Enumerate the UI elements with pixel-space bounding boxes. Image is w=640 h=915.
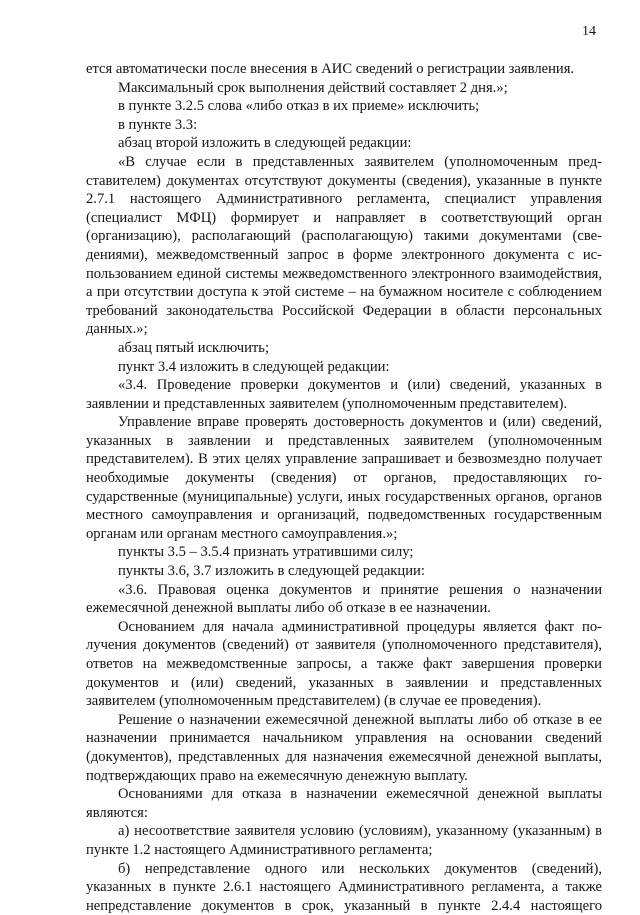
paragraph: абзац пятый исключить; — [118, 339, 270, 356]
paragraph: а) несоответствие заявителя условию (условиям), указанному (указанным) в пункте 1.2 настоящего Административного регламента; — [86, 823, 602, 858]
page-number: 14 — [582, 24, 596, 39]
paragraph: «В случае если в представленных заявителем (уполномоченным представителем) документах отсутствуют документы (сведения), указанные в пункте 2.7.1 настоящего Административного регламента, специалист управления (специалист МФЦ) формирует и направляет в соответствующий орган (организацию), располагающий (располагающую) такими документами (сведениями), межведомственный запрос в форме электронного документа с использованием единой системы межведомственного электронного взаимодействия, а при отсутствии доступа к этой системе – на бумажном носителе с соблюдением требований законодательства Российской Федерации в области персональных данных.»; — [86, 153, 602, 338]
paragraph: «3.6. Правовая оценка документов и принятие решения о назначении ежемесячной денежной выплаты либо об отказе в ее назначении. — [86, 581, 602, 617]
paragraph: в пункте 3.2.5 слова «либо отказ в их приеме» исключить; — [118, 98, 480, 115]
paragraph: пункт 3.4 изложить в следующей редакции: — [118, 358, 390, 375]
paragraph: пункты 3.6, 3.7 изложить в следующей редакции: — [118, 563, 425, 580]
paragraph: Основанием для начала административной процедуры является факт получения документов (сведений) от заявителя (уполномоченного представителя), ответов на межведомственные запросы, а также факт завершения проверки документов и (или) сведений, указанных в заявлении и представленных заявителем (уполномоченным представителем) (в случае ее проведения). — [86, 618, 602, 710]
paragraph: Максимальный срок выполнения действий составляет 2 дня.»; — [118, 79, 508, 96]
paragraph: ется автоматически после внесения в АИС сведений о регистрации заявления. — [86, 61, 575, 77]
paragraph: в пункте 3.3: — [118, 116, 198, 133]
paragraph: абзац второй изложить в следующей редакции: — [118, 135, 412, 152]
paragraph: б) непредставление одного или нескольких документов (сведений), указанных в пункте 2.6.1 настоящего Административного регламента, а также непредставление документов в срок, указанный в пункте 2.4.4 настоящего — [86, 860, 602, 914]
paragraph: Основаниями для отказа в назначении ежемесячной денежной выплаты являются: — [86, 786, 602, 821]
paragraph: Управление вправе проверять достоверность документов и (или) сведений, указанных в заявлении и представленных заявителем (уполномоченным представителем). В этих целях управление запрашивает и безвозмездно получает необходимые документы (сведения) от органов, предоставляющих государственные (муниципальные) услуги, иных государственных органов, органов местного самоуправления и организаций, подведомственных государственным органам или органам местного самоуправления.»; — [86, 414, 602, 542]
paragraph: пункты 3.5 – 3.5.4 признать утратившими силу; — [118, 544, 414, 561]
paragraph: «3.4. Проведение проверки документов и (или) сведений, указанных в заявлении и представленных заявителем (уполномоченным представителем). — [86, 377, 602, 412]
document-body — [86, 60, 602, 915]
paragraph: Решение о назначении ежемесячной денежной выплаты либо об отказе в ее назначении принимается начальником управления на основании сведений (документов), представленных для назначения ежемесячной денежной выплаты, подтверждающих право на ежемесячную денежную выплату. — [86, 711, 602, 784]
